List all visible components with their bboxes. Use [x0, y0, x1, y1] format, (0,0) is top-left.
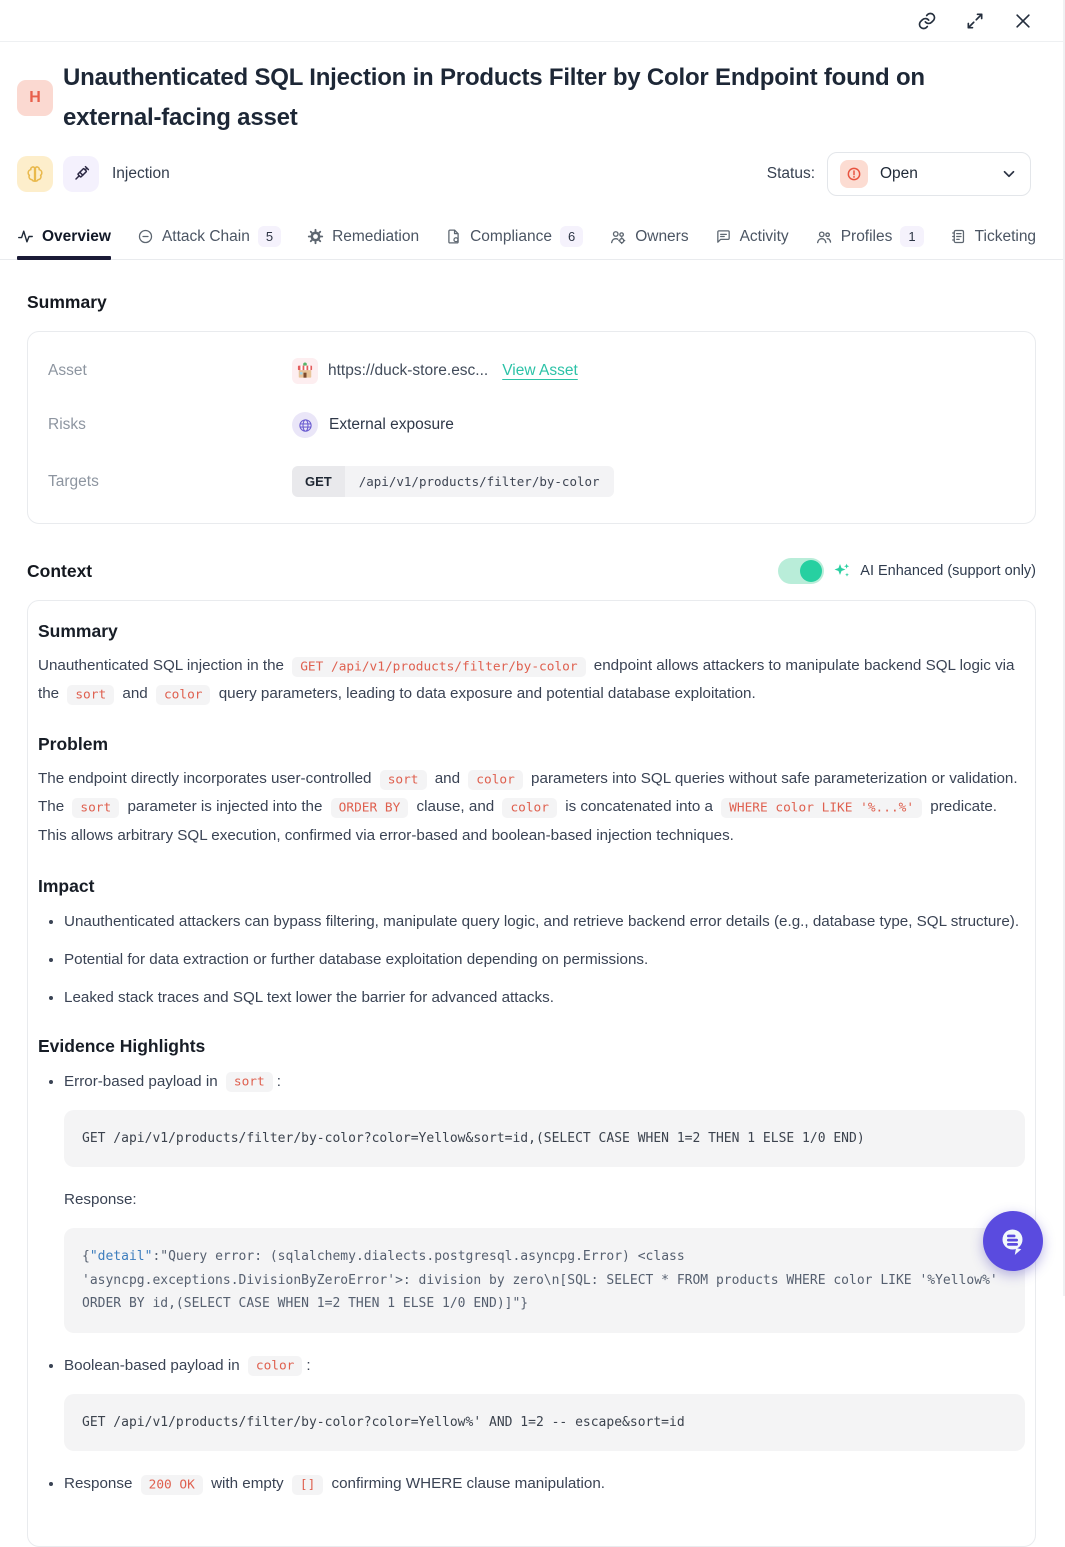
- tab-label: Owners: [635, 227, 689, 245]
- inline-code: sort: [226, 1072, 273, 1092]
- evidence-heading: Evidence Highlights: [38, 1035, 206, 1056]
- risks-row: [48, 412, 1015, 438]
- targets-label: Targets: [48, 472, 99, 490]
- tab-attack-chain[interactable]: [137, 214, 281, 259]
- list-item: [64, 1353, 1025, 1451]
- impact-list: [38, 909, 1025, 1010]
- users-icon: [815, 228, 833, 246]
- finding-category: Injection: [112, 165, 170, 182]
- chat-bubble-icon: [996, 1224, 1030, 1258]
- tab-activity[interactable]: [715, 214, 789, 259]
- response-label: Response:: [64, 1191, 137, 1209]
- text-segment: :: [276, 1072, 281, 1090]
- view-asset-link[interactable]: View Asset: [502, 362, 578, 379]
- chain-icon: [137, 228, 154, 245]
- text-segment: Error-based payload in: [64, 1072, 222, 1090]
- context-summary-paragraph: [38, 652, 1025, 708]
- syringe-icon: [71, 164, 91, 184]
- link-icon[interactable]: [917, 11, 937, 31]
- severity-badge: H: [17, 80, 53, 116]
- list-item: [64, 1069, 1025, 1333]
- inline-code: color: [248, 1356, 303, 1376]
- inline-code: color: [468, 770, 523, 790]
- tab-label: Compliance: [470, 227, 552, 245]
- summary-card: [27, 331, 1036, 524]
- gear-icon: [307, 228, 324, 245]
- inline-code: 200 OK: [141, 1475, 203, 1495]
- text-segment: Unauthenticated SQL injection in the: [38, 657, 289, 674]
- list-item: • Leaked stack traces and SQL text lower the barrier for advanced attacks.: [64, 985, 1025, 1010]
- evidence-list: [38, 1069, 1025, 1496]
- text-segment: Boolean-based payload in: [64, 1356, 244, 1374]
- text-segment: parameters into SQL queries without safe parameterization or validation. The: [38, 770, 1018, 816]
- inline-code: sort: [67, 685, 114, 705]
- problem-paragraph: [38, 765, 1025, 849]
- text-segment: clause, and: [412, 798, 499, 816]
- injection-type-chip: [63, 156, 99, 192]
- json-colon: :: [152, 1249, 161, 1265]
- response-code-block: [64, 1228, 1025, 1332]
- impact-heading: Impact: [38, 875, 95, 896]
- tab-remediation[interactable]: [307, 214, 419, 259]
- asset-row: [48, 358, 1015, 384]
- text-segment: is concatenated into a: [560, 798, 718, 816]
- ticket-icon: [950, 228, 967, 245]
- tab-badge: 6: [560, 226, 583, 247]
- text-segment: with empty: [206, 1475, 288, 1493]
- list-item: • Unauthenticated attackers can bypass filtering, manipulate query logic, and retrieve backend error details (e.g., database type, SQL structure).: [64, 909, 1025, 934]
- tab-label: Attack Chain: [161, 227, 250, 245]
- context-card: [27, 600, 1036, 1547]
- problem-heading: Problem: [38, 734, 109, 755]
- asset-favicon-icon: [292, 358, 318, 384]
- tab-profiles[interactable]: [815, 214, 924, 259]
- inline-code: WHERE color LIKE '%...%': [721, 798, 922, 818]
- chevron-down-icon: [1000, 165, 1018, 183]
- tab-badge: 1: [900, 226, 923, 247]
- endpoint-path: /api/v1/products/filter/by-color: [345, 466, 614, 497]
- json-value: "Query error: (sqlalchemy.dialects.postgresql.asyncpg.Error) <class 'asyncpg.exceptions.DivisionByZeroError'>: division by zero\n[SQL: SELECT * FROM products WHERE color LIKE '%Yellow%' ORDER BY id,(SELECT CASE WHEN 1=2 THEN 1 ELSE 1/0 END)]": [82, 1249, 1006, 1312]
- payload-code-block: GET /api/v1/products/filter/by-color?color=Yellow&sort=id,(SELECT CASE WHEN 1=2 THEN 1 ELSE 1/0 END): [64, 1110, 1025, 1167]
- summary-heading: Summary: [27, 292, 107, 312]
- text-segment: predicate. This allows arbitrary SQL execution, confirmed via error-based and boolean-based injection techniques.: [38, 798, 997, 844]
- asset-url: https://duck-store.esc...: [328, 362, 489, 379]
- status-label: Status:: [766, 165, 815, 182]
- status-value: Open: [880, 165, 918, 182]
- text-segment: endpoint allows attackers to manipulate backend SQL logic via the: [38, 657, 1015, 703]
- risks-label: Risks: [48, 416, 86, 433]
- text-segment: :: [306, 1356, 311, 1374]
- text-segment: and: [430, 770, 465, 788]
- text-segment: Response: [64, 1475, 137, 1493]
- sparkle-icon: [833, 562, 851, 580]
- ai-finding-chip: [17, 156, 53, 192]
- inline-code: color: [156, 685, 211, 705]
- tab-compliance[interactable]: [445, 214, 583, 259]
- tab-label: Overview: [42, 227, 111, 245]
- ai-enhanced-toggle[interactable]: [778, 558, 824, 584]
- tab-ticketing[interactable]: [950, 214, 1036, 259]
- list-item: • Potential for data extraction or further database exploitation depending on permissions.: [64, 947, 1025, 972]
- alert-circle-icon: [840, 160, 868, 188]
- target-endpoint: [292, 466, 614, 497]
- list-item: [64, 1471, 1025, 1496]
- tab-badge: 5: [258, 226, 281, 247]
- inline-code: color: [502, 798, 557, 818]
- targets-row: [48, 466, 1015, 497]
- status-dropdown[interactable]: [827, 152, 1031, 196]
- risk-value: External exposure: [329, 416, 454, 433]
- toggle-knob: [800, 560, 822, 582]
- tab-label: Activity: [739, 227, 789, 245]
- ai-enhanced-label: AI Enhanced (support only): [860, 563, 1036, 579]
- inline-code: []: [292, 1475, 323, 1495]
- inline-code: GET /api/v1/products/filter/by-color: [292, 657, 585, 677]
- page-title: Unauthenticated SQL Injection in Products Filter by Color Endpoint found on external-facing asset: [63, 64, 925, 131]
- json-key: "detail": [89, 1249, 153, 1265]
- panel-toolbar: [0, 0, 1063, 42]
- asset-label: Asset: [48, 362, 87, 379]
- text-segment: parameter is injected into the: [123, 798, 327, 816]
- inline-code: sort: [380, 770, 427, 790]
- inline-code: ORDER BY: [331, 798, 409, 818]
- inline-code: sort: [72, 798, 119, 818]
- text-segment: The endpoint directly incorporates user-controlled: [38, 770, 376, 788]
- expand-icon[interactable]: [965, 11, 985, 31]
- file-gear-icon: [445, 228, 462, 245]
- tab-owners[interactable]: [609, 214, 688, 259]
- tab-label: Ticketing: [974, 227, 1037, 245]
- brain-icon: [25, 164, 45, 184]
- context-summary-heading: Summary: [38, 621, 118, 641]
- close-icon[interactable]: [1013, 11, 1033, 31]
- text-segment: query parameters, leading to data exposure and potential database exploitation.: [214, 685, 756, 703]
- chat-launcher-button[interactable]: [983, 1211, 1043, 1271]
- tab-label: Profiles: [840, 227, 893, 245]
- users-gear-icon: [609, 228, 627, 246]
- tab-label: Remediation: [332, 227, 420, 245]
- context-heading: Context: [27, 560, 93, 581]
- globe-icon: [292, 412, 318, 438]
- pulse-icon: [17, 228, 34, 245]
- http-method: GET: [292, 466, 345, 497]
- comment-icon: [715, 228, 732, 245]
- json-brace: }: [520, 1296, 529, 1312]
- tab-bar: [0, 214, 1063, 260]
- json-brace: {: [82, 1249, 90, 1265]
- tab-overview[interactable]: [17, 214, 111, 259]
- payload-code-block: GET /api/v1/products/filter/by-color?color=Yellow%' AND 1=2 -- escape&sort=id: [64, 1394, 1025, 1451]
- text-segment: and: [118, 685, 152, 703]
- text-segment: confirming WHERE clause manipulation.: [327, 1475, 606, 1493]
